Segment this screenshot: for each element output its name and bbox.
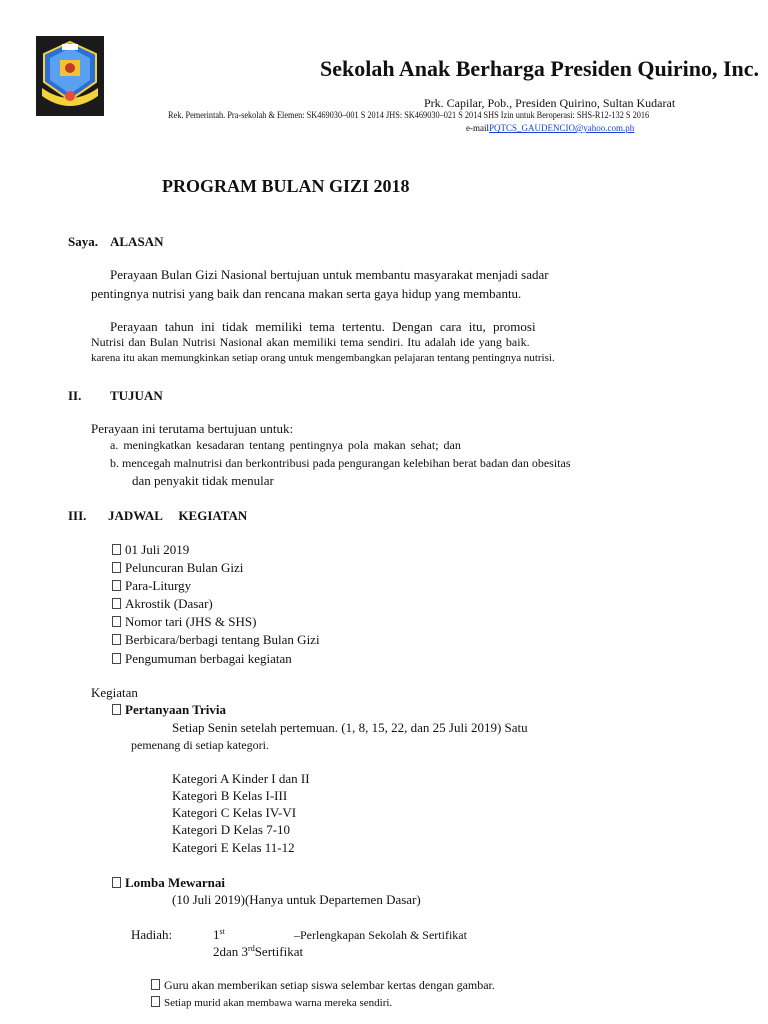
trivia-line1: Setiap Senin setelah pertemuan. (1, 8, 15, 22, dan 25 Juli 2019) Satu bbox=[172, 720, 528, 735]
section2-number: II. bbox=[68, 388, 82, 403]
coloring-note: Setiap murid akan membawa warna mereka sendiri. bbox=[151, 996, 392, 1009]
checkbox-icon bbox=[112, 877, 121, 888]
checkbox-icon bbox=[151, 996, 160, 1007]
trivia-category: Kategori A Kinder I dan II bbox=[172, 771, 310, 786]
registration-info: Rek. Pemerintah. Pra-sekolah & Elemen: SK469030–001 S 2014 JHS: SK469030–021 S 2014 SHS Izin untuk Beroperasi: SHS-R12-132 S 2016 bbox=[168, 110, 650, 120]
trivia-category: Kategori D Kelas 7-10 bbox=[172, 822, 291, 837]
coloring-note: Guru akan memberikan setiap siswa selembar kertas dengan gambar. bbox=[151, 978, 495, 993]
checkbox-icon bbox=[151, 979, 160, 990]
checkbox-icon bbox=[112, 580, 121, 591]
trivia-category: Kategori C Kelas IV-VI bbox=[172, 805, 297, 820]
trivia-category: Kategori E Kelas 11-12 bbox=[172, 840, 295, 855]
schedule-item: Berbicara/berbagi tentang Bulan Gizi bbox=[112, 632, 320, 648]
second-third-prize: 2dan 3rdSertifikat bbox=[213, 944, 304, 959]
schedule-item: Akrostik (Dasar) bbox=[112, 596, 213, 612]
schedule-item: Para-Liturgy bbox=[112, 578, 191, 594]
checkbox-icon bbox=[112, 598, 121, 609]
first-prize-rank: 1st bbox=[213, 927, 225, 942]
checkbox-icon bbox=[112, 634, 121, 645]
schedule-item: Nomor tari (JHS & SHS) bbox=[112, 614, 256, 630]
checkbox-icon bbox=[112, 544, 121, 555]
checkbox-icon bbox=[112, 616, 121, 627]
trivia-category: Kategori B Kelas I-III bbox=[172, 788, 288, 803]
email-prefix: e-mail bbox=[466, 123, 489, 133]
prize-label: Hadiah: bbox=[131, 927, 173, 942]
school-name: Sekolah Anak Berharga Presiden Quirino, Inc. bbox=[320, 56, 760, 81]
section2-item-b-line2: dan penyakit tidak menular bbox=[132, 473, 274, 488]
schedule-item: Peluncuran Bulan Gizi bbox=[112, 560, 243, 576]
trivia-title: Pertanyaan Trivia bbox=[112, 702, 226, 718]
section1-p2-line2: Nutrisi dan Bulan Nutrisi Nasional akan memiliki tema sendiri. Itu adalah ide yang baik. bbox=[91, 335, 530, 349]
checkbox-icon bbox=[112, 704, 121, 715]
email-line bbox=[466, 123, 634, 133]
section1-heading: ALASAN bbox=[110, 234, 164, 249]
section1-p1-line2: pentingnya nutrisi yang baik dan rencana makan serta gaya hidup yang membantu. bbox=[91, 286, 522, 301]
trivia-line2: pemenang di setiap kategori. bbox=[131, 738, 269, 752]
school-address: Prk. Capilar, Pob., Presiden Quirino, Sultan Kudarat bbox=[424, 96, 676, 110]
section2-heading: TUJUAN bbox=[110, 388, 163, 403]
email-link[interactable]: PQTCS_GAUDENCIO@yahoo.com.ph bbox=[489, 123, 635, 133]
section2-intro: Perayaan ini terutama bertujuan untuk: bbox=[91, 421, 294, 436]
schedule-item: Pengumuman berbagai kegiatan bbox=[112, 651, 292, 667]
checkbox-icon bbox=[112, 562, 121, 573]
section1-p2-line1: Perayaan tahun ini tidak memiliki tema tertentu. Dengan cara itu, promosi bbox=[110, 319, 536, 334]
section2-item-a: a. meningkatkan kesadaran tentang pentingnya pola makan sehat; dan bbox=[110, 438, 461, 452]
section2-item-b-line1: b. mencegah malnutrisi dan berkontribusi pada pengurangan kelebihan berat badan dan obesitas bbox=[110, 456, 571, 470]
school-logo bbox=[36, 36, 104, 116]
document-title: PROGRAM BULAN GIZI 2018 bbox=[162, 176, 410, 196]
section3-heading: JADWAL KEGIATAN bbox=[108, 508, 248, 523]
coloring-line1: (10 Juli 2019)(Hanya untuk Departemen Dasar) bbox=[172, 892, 421, 907]
checkbox-icon bbox=[112, 653, 121, 664]
schedule-item: 01 Juli 2019 bbox=[112, 542, 189, 558]
section1-p2-line3: karena itu akan memungkinkan setiap orang untuk mengembangkan pelajaran tentang pentingnya nutrisi. bbox=[91, 352, 555, 364]
first-prize-text: –Perlengkapan Sekolah & Sertifikat bbox=[294, 928, 467, 942]
section3-number: III. bbox=[68, 508, 87, 523]
section1-p1-line1: Perayaan Bulan Gizi Nasional bertujuan untuk membantu masyarakat menjadi sadar bbox=[110, 267, 549, 282]
coloring-title: Lomba Mewarnai bbox=[112, 875, 225, 891]
activities-label: Kegiatan bbox=[91, 685, 138, 700]
section1-number: Saya. bbox=[68, 234, 98, 249]
